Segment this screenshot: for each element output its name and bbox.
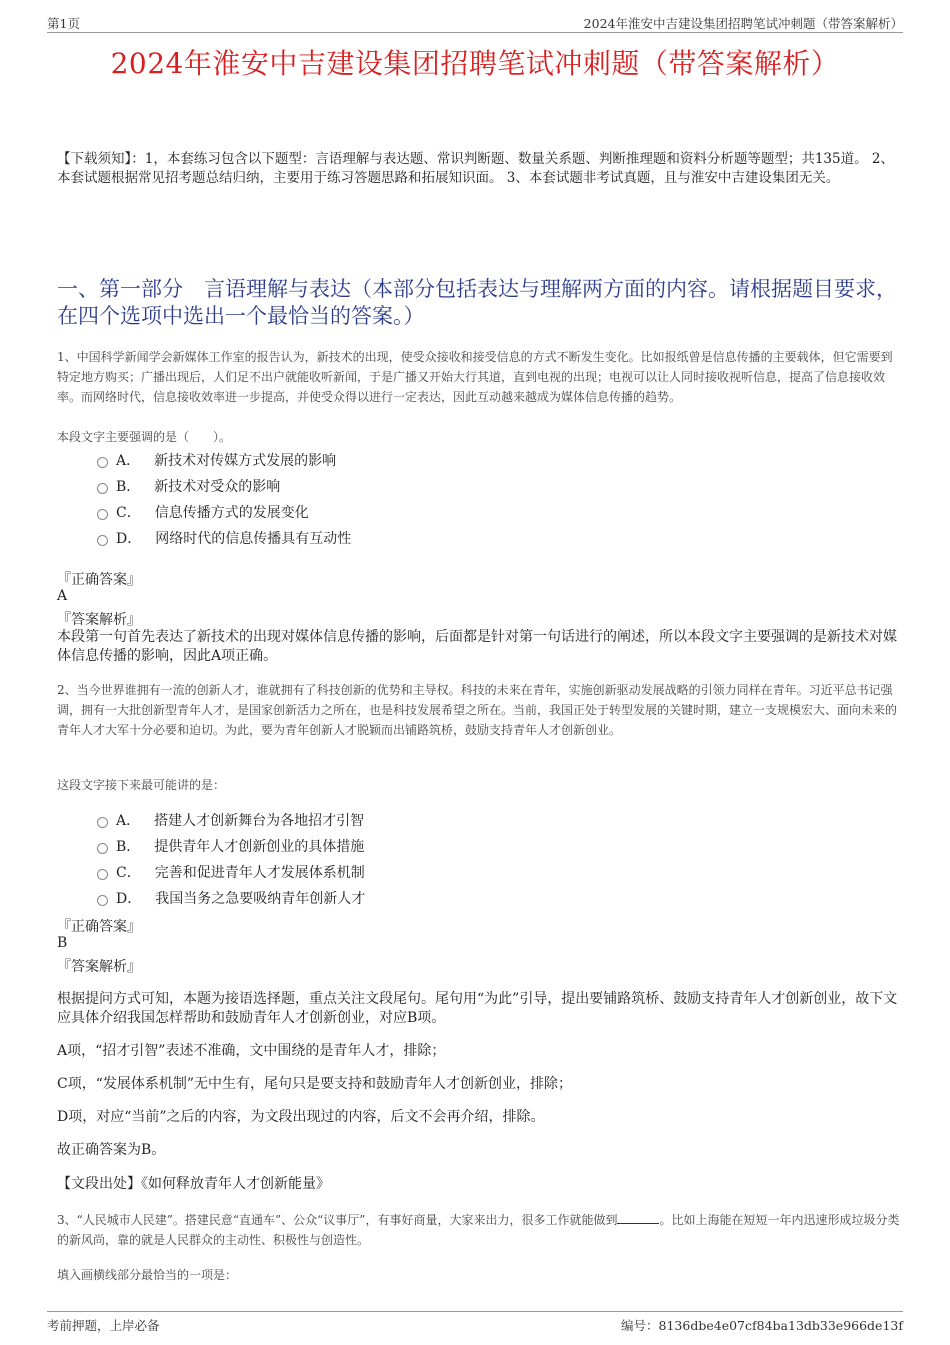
fill-blank [617,1211,659,1224]
section-title: 一、第一部分 言语理解与表达（本部分包括表达与理解两方面的内容。请根据题目要求，在四个选项中选出一个最恰当的答案。） [57,277,897,328]
q2-option-d[interactable]: D． 我国当务之急要吸纳青年创新人才 [97,888,365,908]
radio-icon[interactable] [97,509,108,520]
question-1-stem: 本段文字主要强调的是（ ）。 [57,430,232,444]
q1-analysis-label: 『答案解析』 [57,612,141,628]
radio-icon[interactable] [97,483,108,494]
q2-option-b[interactable]: B． 提供青年人才创新创业的具体措施 [97,836,364,856]
document-title: 2024年淮安中吉建设集团招聘笔试冲刺题（带答案解析） [110,47,840,80]
footer-id: 编号：8136dbe4e07cf84ba13db33e966de13f [621,1318,903,1333]
page-number: 第1页 [47,16,80,31]
q1-answer: A [57,588,68,604]
q1-option-d[interactable]: D． 网络时代的信息传播具有互动性 [97,528,351,548]
q2-option-c[interactable]: C． 完善和促进青年人才发展体系机制 [97,862,365,882]
radio-icon[interactable] [97,535,108,546]
download-notice: 【下载须知】：1，本套练习包含以下题型：言语理解与表达题、常识判断题、数量关系题、判断推理题和资料分析题等题型；共135道。 2、本套试题根据常见招考题总结归纳，主要用于练习答题思路和拓展知识面。 3、本套试题非考试真题，且与淮安中吉建设集团无关。 [57,151,894,186]
q1-analysis: 本段第一句首先表达了新技术的出现对媒体信息传播的影响，后面都是针对第一句话进行的阐述，所以本段文字主要强调的是新技术对媒体信息传播的影响，因此A项正确。 [57,629,897,664]
question-2-stem: 这段文字接下来最可能讲的是： [57,778,226,792]
radio-icon[interactable] [97,817,108,828]
question-2-text: 2、当今世界谁拥有一流的创新人才，谁就拥有了科技创新的优势和主导权。科技的未来在青年，实施创新驱动发展战略的引领力同样在青年。习近平总书记强调，拥有一大批创新型青年人才，是国家创新活力之所在，也是科技发展希望之所在。当前，我国正处于转型发展的关键时期，建立一支规模宏大、面向未来的青年人才大军十分必要和迫切。为此，要为青年创新人才脱颖而出铺路筑桥，鼓励支持青年人才创新创业。 [57,683,898,737]
q1-option-a[interactable]: A． 新技术对传媒方式发展的影响 [97,450,336,470]
q2-source: 【文段出处】《如何释放青年人才创新能量》 [57,1176,330,1192]
q2-analysis-label: 『答案解析』 [57,959,141,975]
q2-analysis-para-4: D项，对应“当前”之后的内容，为文段出现过的内容，后文不会再介绍，排除。 [57,1109,545,1125]
q2-analysis-para-2: A项，“招才引智”表述不准确，文中围绕的是青年人才，排除； [57,1043,446,1059]
q2-answer: B [57,935,68,951]
radio-icon[interactable] [97,843,108,854]
radio-icon[interactable] [97,895,108,906]
question-3-text: 3、“人民城市人民建”。搭建民意“直通车”、公众“议事厅”，有事好商量，大家来出力，很多工作就能做到 。比如上海能在短短一年内迅速形成垃圾分类的新风尚，靠的就是人民群众的主动性、积极性与创造性。 [57,1213,900,1247]
q2-answer-label: 『正确答案』 [57,919,141,935]
q2-analysis-para-1: 根据提问方式可知，本题为接语选择题，重点关注文段尾句。尾句用“为此”引导，提出要铺路筑桥、鼓励支持青年人才创新创业，故下文应具体介绍我国怎样帮助和鼓励青年人才创新创业，对应B项。 [57,991,898,1026]
q1-option-b[interactable]: B． 新技术对受众的影响 [97,476,280,496]
q2-analysis-para-5: 故正确答案为B。 [57,1142,166,1158]
question-1-text: 1、中国科学新闻学会新媒体工作室的报告认为，新技术的出现，使受众接收和接受信息的方式不断发生变化。比如报纸曾是信息传播的主要载体，但它需要到特定地方购买；广播出现后，人们足不出户就能收听新闻，于是广播又开始大行其道，直到电视的出现；电视可以让人同时接收视听信息，提高了信息接收效率。而网络时代，信息接收效率进一步提高，并使受众得以进行一定表达，因此互动越来越成为媒体信息传播的趋势。 [57,350,893,404]
radio-icon[interactable] [97,457,108,468]
header-doc-title: 2024年淮安中吉建设集团招聘笔试冲刺题（带答案解析） [583,16,903,31]
q1-option-c[interactable]: C． 信息传播方式的发展变化 [97,502,309,522]
page-footer [47,1311,903,1338]
radio-icon[interactable] [97,869,108,880]
q2-option-a[interactable]: A． 搭建人才创新舞台为各地招才引智 [97,810,364,830]
q2-analysis-para-3: C项，“发展体系机制”无中生有，尾句只是要支持和鼓励青年人才创新创业，排除； [57,1076,573,1092]
footer-slogan: 考前押题，上岸必备 [47,1318,160,1333]
q1-answer-label: 『正确答案』 [57,572,141,588]
page-header [47,12,903,33]
question-3-stem: 填入画横线部分最恰当的一项是： [57,1268,238,1282]
